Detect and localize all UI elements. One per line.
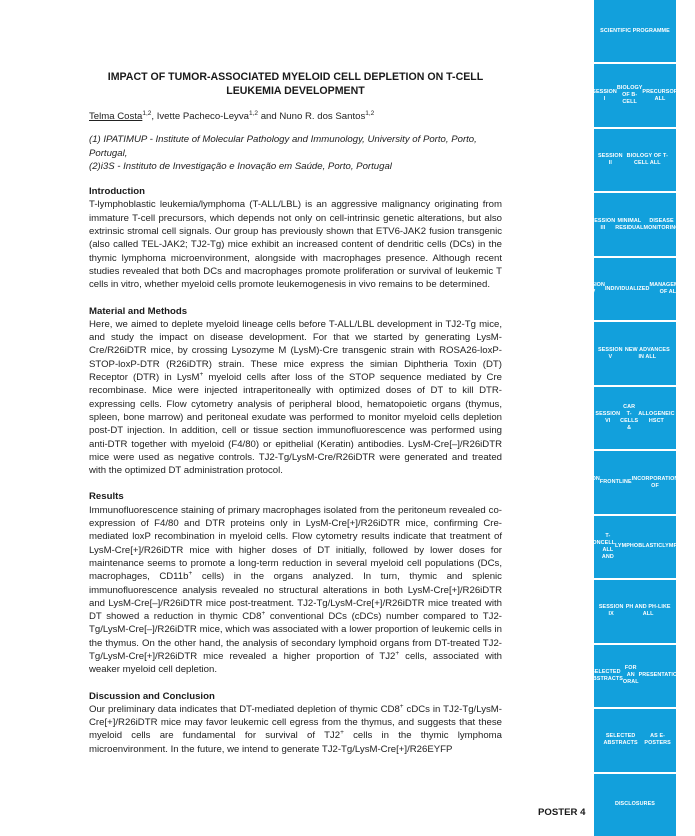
sidebar-nav-item-label: CAR T-CELLS & — [620, 404, 639, 432]
author-affil-sup: 1,2 — [365, 109, 375, 117]
section-body-methods — [89, 318, 502, 478]
text-run: myeloid cells after loss of the STOP sequence mediated by Cre recombinase. Mice were injected intraperitoneally with optimized doses of DT to kill DTR-expressing cells. Flow cytometry analysis of peripheral blood, hematopoietic organs (thymus, spleen, bone marrow) and peritoneal exudate was performed to monitor myeloid cells depletion post-DT injection. In addition, cell or tissue section immunofluorescence was performed using anti-DTR together with myeloid (F4/80) or epithelial (Keratin) antibodies. LysM-Cre[–]/R26iDTR mice were used as negative controls. TJ2-Tg/LysM-Cre/R26iDTR were generated and treated with the optimized DT administration protocol. — [89, 372, 503, 477]
sidebar-nav-item-label: SESSION III — [590, 217, 616, 231]
author-separator: and — [258, 111, 280, 122]
abstract-title: IMPACT OF TUMOR-ASSOCIATED MYELOID CELL DEPLETION ON T-CELL LEUKEMIA DEVELOPMENT — [107, 71, 484, 97]
sidebar-nav-item-label: SESSION V — [598, 346, 623, 360]
sidebar-nav-item-label: INCORPORATION OF — [631, 475, 679, 489]
superscript: + — [188, 570, 193, 578]
section-body-results — [89, 504, 502, 677]
sidebar-nav-item-label: PH AND PH-LIKE ALL — [625, 604, 671, 618]
sidebar-nav-item-label: SESSION VIII — [575, 539, 601, 553]
author-affil-sup: 1,2 — [142, 109, 152, 117]
sidebar-nav-item-label: MINIMAL RESIDUAL — [615, 217, 644, 231]
superscript: + — [199, 370, 204, 378]
author-separator: , — [151, 111, 157, 122]
section-heading-introduction: Introduction — [89, 186, 145, 198]
sidebar-nav-item-label: PRECURSOR ALL — [642, 88, 678, 102]
author-affil-sup: 1,2 — [248, 109, 259, 117]
sidebar-nav-item-label: SESSION VII — [575, 475, 600, 489]
superscript: + — [399, 702, 404, 710]
sidebar-nav-item-label: BITES AND ADCS — [678, 472, 695, 493]
section-heading-results: Results — [89, 491, 124, 503]
sidebar-nav-item-label: DISCLOSURES — [614, 801, 656, 808]
sidebar-nav-item-label: SESSION II — [598, 153, 623, 167]
author-name: Ivette Pacheco-Leyva — [156, 111, 249, 122]
text-run: cells in the thymic lymphoma microenvironment. In the future, we intend to generate TJ2-Tg/LysM-Cre[+]/R26EYFP — [89, 730, 502, 755]
sidebar-nav-item-label: SELECTED ABSTRACTS — [603, 733, 638, 747]
sidebar-nav-item[interactable] — [594, 709, 676, 771]
text-run: Our preliminary data indicates that DT-mediated depletion of thymic CD8 — [89, 703, 400, 715]
sidebar-nav-item-label: AS E-POSTERS — [644, 733, 671, 747]
text-run: conventional DCs (cDCs) number compared to TJ2-Tg/LysM-Cre[–]/R26iDTR mice, which was associated with a lower proportion of leukemic cells in the thymus. On the other hand, the analysis of secondary lymphoid organs from DT-treated TJ2-Tg/LysM-Cre[+]/R26iDTR mice revealed a higher proportion of TJ2 — [89, 611, 502, 662]
sidebar-nav-item-label: NEW ADVANCES IN ALL — [624, 346, 670, 360]
section-heading-discussion: Discussion and Conclusion — [89, 690, 215, 702]
superscript: + — [395, 649, 400, 657]
sidebar-nav-item-label: FRONTLINE — [599, 479, 632, 486]
sidebar-nav-item-label: INDIVIDUALIZED — [604, 285, 650, 292]
sidebar-nav-item[interactable] — [590, 193, 680, 255]
text-run: cDCs in TJ2-Tg/LysM-Cre[+]/R26iDTR mice may favor leukemic cell egress from the thymus, and suggests that these myeloid cells are fundamental for survival of TJ2 — [89, 703, 502, 742]
sidebar-nav-item-label: SESSION IV — [580, 282, 605, 296]
session-sidebar — [575, 0, 695, 836]
sidebar-nav-item-label: SESSION VI — [595, 411, 621, 425]
sidebar-nav-item-label: DISEASE MONITORING — [643, 217, 680, 231]
sidebar-nav-item[interactable] — [575, 451, 695, 513]
sidebar-nav-item[interactable] — [594, 322, 676, 384]
affiliation-2: (2)i3S - Instituto de Investigação e Inovação em Saúde, Porto, Portugal — [89, 160, 392, 172]
affiliation-1: (1) IPATIMUP - Institute of Molecular Pathology and Immunology, University of Porto, Porto, Portugal, — [89, 134, 477, 159]
sidebar-nav-item[interactable] — [594, 774, 676, 836]
sidebar-nav-item-label: BIOLOGY OF T-CELL ALL — [626, 153, 668, 167]
sidebar-nav-item-label: T-CELL ALL AND — [600, 532, 616, 560]
text-run: Here, we aimed to deplete myeloid lineage cells before T-ALL/LBL development in TJ2-Tg mice, and study the impact on disease development. For that we started by generating LysM-Cre/R26iDTR mice, by crossing Lysozyme M (LysM)-Cre transgenic strain with ROSA26-loxP-STOP-loxP-DTR (R26iDTR) strain. These mice express the simian Diphtheria Toxin (DT) Receptor (DTR) in LysM — [89, 318, 502, 384]
sidebar-nav-item-label: SELECTED ABSTRACTS — [588, 668, 623, 682]
sidebar-nav-item-label: FOR AN ORAL — [622, 665, 639, 686]
sidebar-nav-item[interactable] — [594, 64, 676, 126]
section-heading-methods: Material and Methods — [89, 305, 188, 317]
text-run: cells) in the organs analyzed. In turn, thymic and splenic immunofluorescence analysis revealed no structural alterations in both LysM-Cre[+]/R26iDTR and LysM-Cre[–]/R26iDTR mice post-treatment. TJ2-Tg/LysM-Cre[+]/R26iDTR mice treated with DT showed a reduction in thymic CD8 — [89, 571, 502, 623]
sidebar-nav-item-label: SESSION IX — [598, 604, 624, 618]
sidebar-nav-item-label: ALLOGENEIC HSCT — [638, 411, 675, 425]
sidebar-nav-item-label: SCIENTIFIC PROGRAMME — [600, 27, 670, 34]
author-name: Nuno R. dos Santos — [279, 111, 366, 122]
affiliations — [89, 133, 502, 173]
sidebar-nav-item-label: LYMPHOMA — [662, 543, 695, 550]
sidebar-nav-item-label: MANAGEMENT OF ALL — [649, 282, 690, 296]
sidebar-nav-item[interactable] — [580, 258, 690, 320]
sidebar-nav-item[interactable] — [594, 387, 676, 449]
sidebar-nav-item-label: BIOLOGY OF B-CELL — [616, 85, 643, 106]
sidebar-nav-item[interactable] — [594, 0, 676, 62]
section-body-introduction: T-lymphoblastic leukemia/lymphoma (T-ALL/LBL) is an aggressive malignancy originating from immature T-cell precursors, which depends not only on cell-intrinsic genetic alterations, but also extrinsic stromal cell signals. Our group has previously shown that ETV6-JAK2 fusion transgenic (also called TEL-JAK2; TJ2-Tg) mice exhibit an increased content of dendritic cells (DCs) in the thymic lymphoma microenvironment, alongside with macrophages presence. Although recent studies revealed that both DCs and macrophages promote proliferation or survival of leukemic T cells in vitro, whether myeloid cells promote leukemogenesis in vivo remains to be determined. — [89, 199, 502, 291]
section-body-discussion — [89, 703, 502, 756]
superscript: + — [340, 729, 344, 737]
sidebar-nav-item-label: PRESENTATION — [638, 672, 682, 679]
poster-number: POSTER 4 — [538, 807, 586, 818]
sidebar-nav-item-label: LYMPHOBLASTIC — [615, 543, 663, 550]
sidebar-nav-item[interactable] — [575, 516, 695, 578]
sidebar-nav-item-label: SESSION I — [592, 88, 617, 102]
abstract-document — [89, 70, 502, 769]
author-list — [89, 110, 502, 123]
sidebar-nav-item[interactable] — [588, 645, 682, 707]
text-run: cells, associated with weaker myeloid cell depletion. — [89, 650, 503, 676]
superscript: + — [261, 609, 266, 617]
text-run: Immunofluorescence staining of primary macrophages isolated from the peritoneum revealed co-expression of F4/80 and DTR proteins only in LysM-Cre[+]/R26iDTR mice, confirming Cre-mediated loxP recombination in myeloid cells. Flow cytometry results indicate that treatment of LysM-Cre[+]/R26iDTR mice with higher doses of DT initially, followed by lower doses for maintenance seems to promote a long-term reduction in several myeloid cell populations (DCs, macrophages, CD11b — [89, 504, 502, 583]
author-presenter: Telma Costa — [89, 111, 143, 122]
sidebar-nav-item[interactable] — [594, 129, 676, 191]
sidebar-nav-item[interactable] — [594, 580, 676, 642]
